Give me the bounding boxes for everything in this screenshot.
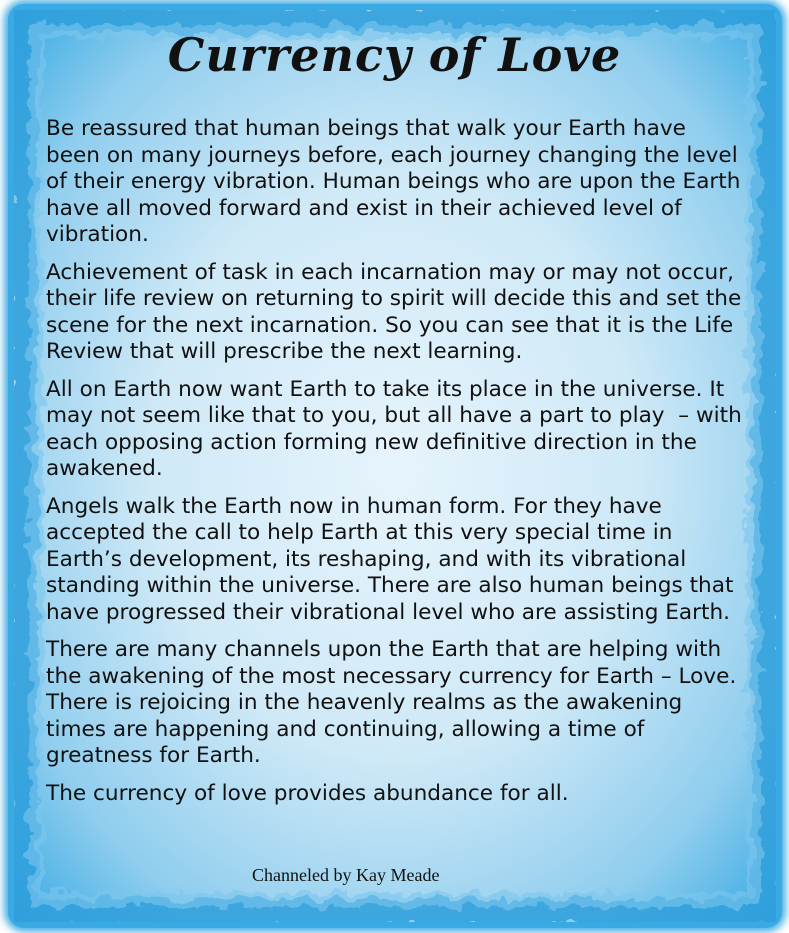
- paragraph-3: All on Earth now want Earth to take its place in the universe. It may not seem like that to you, but all have a part to play – with each opposing action forming new definitive direction in the awakened.: [46, 376, 742, 481]
- page-title: Currency of Love: [167, 28, 622, 82]
- paragraph-6: The currency of love provides abundance for all.: [46, 780, 569, 806]
- message-body: [46, 116, 746, 818]
- paragraph-2: Achievement of task in each incarnation may or may not occur, their life review on returning to spirit will decide this and set the scene for the next incarnation. So you can see that it is the Life Review that will prescribe the next learning.: [46, 259, 742, 364]
- paragraph-1: Be reassured that human beings that walk your Earth have been on many journeys before, each journey changing the level of their energy vibration. Human beings who are upon the Earth have all moved forward and exist in their achieved level of vibration.: [46, 116, 741, 247]
- paragraph-5: There are many channels upon the Earth that are helping with the awakening of the most necessary currency for Earth – Love. There is rejoicing in the heavenly realms as the awakening times are happening and continuing, allowing a time of greatness for Earth.: [46, 637, 737, 768]
- signature: Channeled by Kay Meade: [252, 865, 440, 885]
- paragraph-4: Angels walk the Earth now in human form. For they have accepted the call to help Earth at this very special time in Earth’s development, its reshaping, and with its vibrational standing within the universe. There are also human beings that have progressed their vibrational level who are assisting Earth.: [46, 493, 734, 625]
